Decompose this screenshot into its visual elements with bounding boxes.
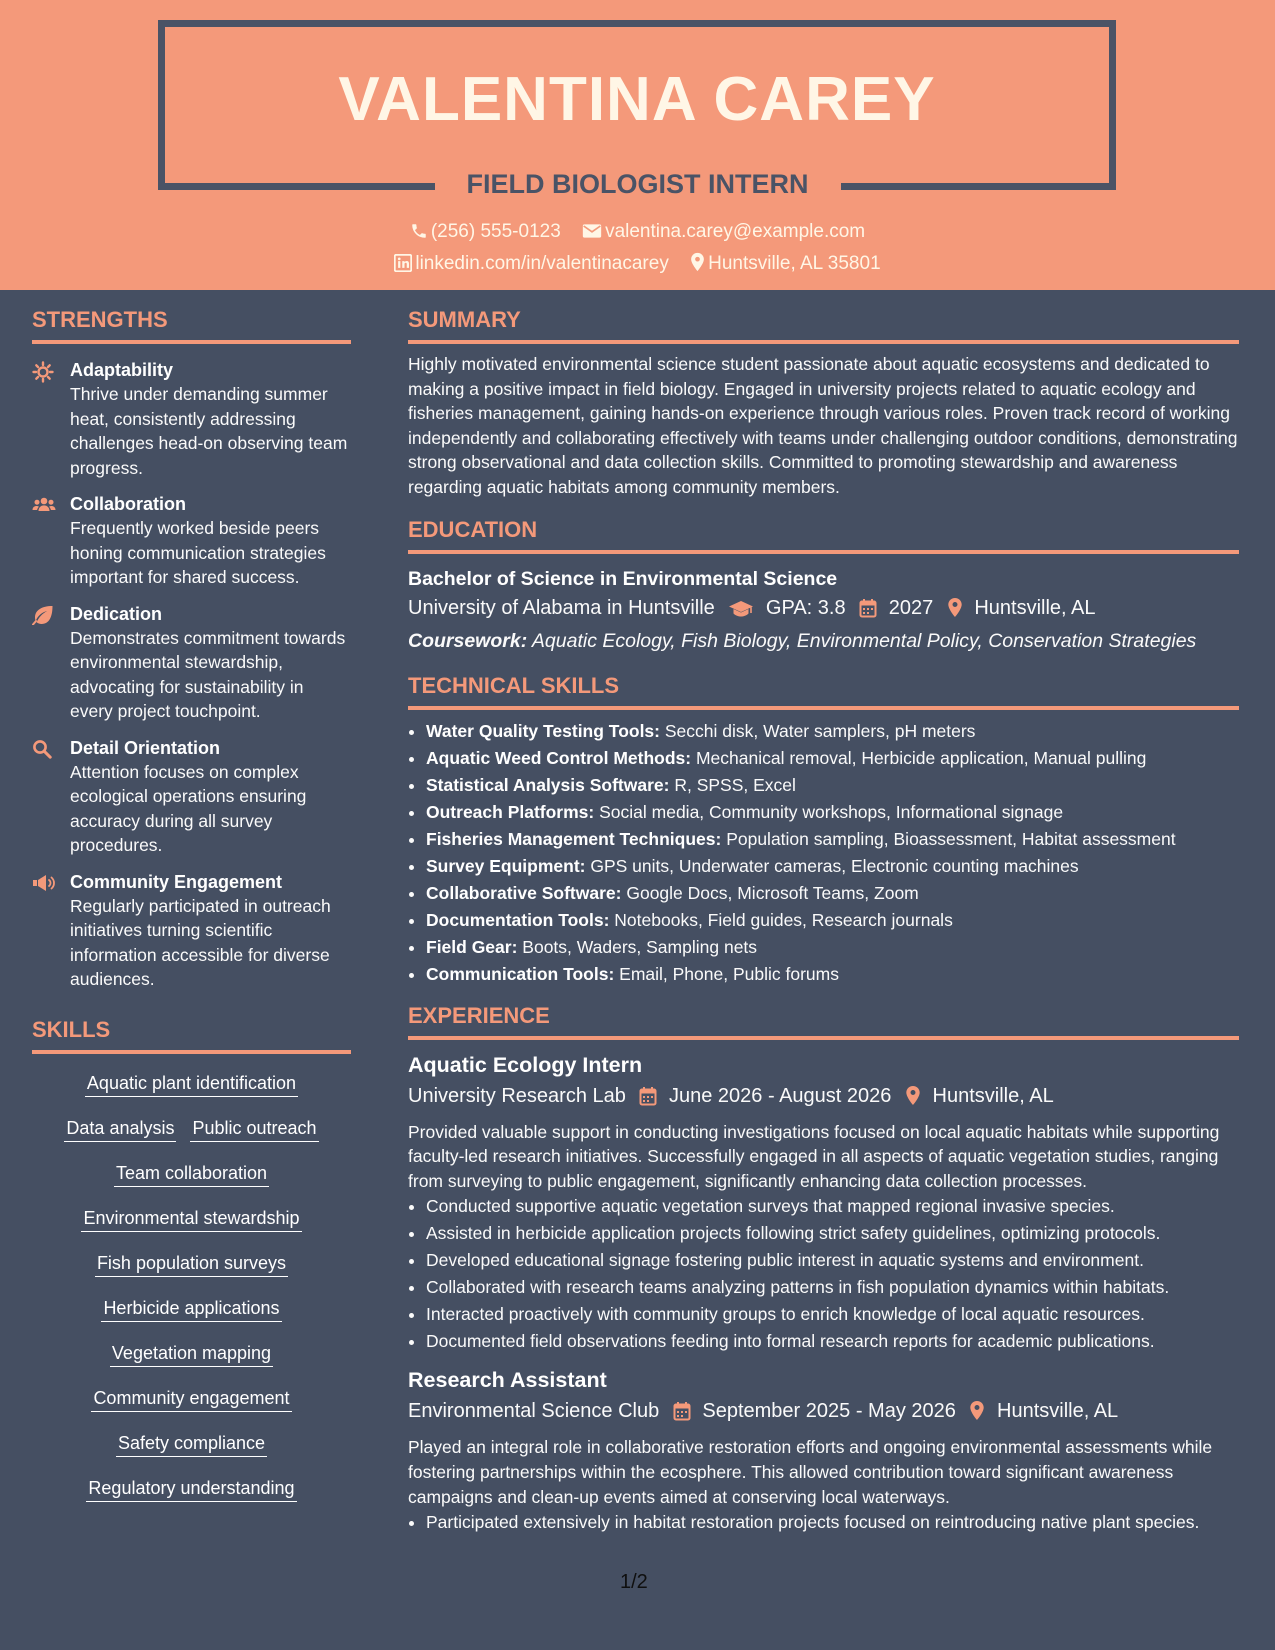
list-item [426,907,1239,934]
skill-pill: Herbicide applications [101,1295,281,1322]
skill-label: Statistical Analysis Software: [426,774,670,795]
list-item [426,826,1239,853]
degree-title: Bachelor of Science in Environmental Science [408,567,838,590]
organization: University Research Lab [408,1084,626,1107]
map-pin-icon [690,252,705,280]
role-description: Played an integral role in collaborative restoration efforts and ongoing environmental assessments while fostering partnerships within the ecosphere. This allowed contribution toward significant awareness campaigns and clean-up events aimed at conserving local waterways. [408,1437,1213,1507]
school-name: University of Alabama in Huntsville [408,596,715,619]
skill-pill: Community engagement [91,1385,291,1412]
sun-gear-icon [32,361,54,381]
education-rule [408,550,1239,554]
users-icon [32,495,54,515]
technical-skills-rule [408,706,1239,710]
coursework-list: Aquatic Ecology, Fish Biology, Environmental Policy, Conservation Strategies [531,629,1197,652]
role-bullets [408,1509,1239,1536]
gpa-text: GPA: 3.8 [765,596,846,619]
graduation-year: 2027 [888,596,934,619]
job-title: FIELD BIOLOGIST INTERN [466,169,809,199]
phone-contact[interactable] [410,221,566,242]
list-item: • Documented field observations feeding into formal research reports for academic publications. [426,1328,1239,1355]
strength-desc: Thrive under demanding summer heat, consistently addressing challenges head-on observing team progress. [70,384,348,478]
role-meta [408,1397,1239,1429]
strength-item [32,492,351,590]
strength-item [32,358,351,480]
skill-pill: Safety compliance [116,1430,267,1457]
right-column [408,304,1239,1536]
calendar-icon [859,598,877,626]
list-item: • Assisted in herbicide application projects following strict safety guidelines, optimizing protocols. [426,1220,1239,1247]
phone-icon [410,222,428,248]
skill-value: Mechanical removal, Herbicide application, Manual pulling [695,747,1147,768]
location-contact [690,253,881,274]
strength-desc: Frequently worked beside peers honing communication strategies important for shared success. [70,518,326,587]
header-band [0,0,1275,290]
envelope-icon [582,222,602,248]
skill-value: Population sampling, Bioassessment, Habitat assessment [726,828,1176,849]
strength-item [32,870,351,992]
technical-skills-heading: TECHNICAL SKILLS [408,672,620,698]
skill-value: Social media, Community workshops, Informational signage [599,801,1064,822]
skill-label: Water Quality Testing Tools: [426,720,660,741]
list-item [426,853,1239,880]
email-text: valentina.carey@example.com [605,221,866,242]
list-item [426,718,1239,745]
list-item [426,880,1239,907]
leaf-icon [32,605,54,625]
skill-pill: Public outreach [190,1115,318,1142]
skill-label: Aquatic Weed Control Methods: [426,747,692,768]
strength-desc: Attention focuses on complex ecological operations ensuring accuracy during all survey procedures. [70,761,307,855]
skill-pill: Regulatory understanding [86,1475,296,1502]
experience-rule [408,1036,1239,1040]
skill-label: Field Gear: [426,936,518,957]
list-item [426,799,1239,826]
role-location: Huntsville, AL [932,1084,1054,1107]
coursework [408,626,1239,656]
experience-heading: EXPERIENCE [408,1002,550,1028]
skill-value: Secchi disk, Water samplers, pH meters [664,720,976,741]
calendar-icon [673,1401,691,1429]
role-title: Aquatic Ecology Intern [408,1052,643,1077]
skill-label: Fisheries Management Techniques: [426,828,722,849]
skill-label: Survey Equipment: [426,855,586,876]
education-heading: EDUCATION [408,516,538,542]
strengths-heading: STRENGTHS [32,307,168,332]
skill-label: Outreach Platforms: [426,801,595,822]
list-item [426,745,1239,772]
location-text: Huntsville, AL 35801 [708,253,881,274]
list-item: • Conducted supportive aquatic vegetation surveys that mapped regional invasive species. [426,1193,1239,1220]
skill-label: Documentation Tools: [426,909,610,930]
phone-text: (256) 555-0123 [430,221,561,242]
strength-desc: Regularly participated in outreach initiatives turning scientific information accessible for diverse audiences. [70,895,331,989]
linkedin-contact[interactable] [394,253,674,274]
skill-pill: Environmental stewardship [81,1205,301,1232]
map-pin-icon [905,1085,921,1114]
map-pin-icon [969,1400,985,1429]
list-item [426,934,1239,961]
skill-pill: Data analysis [64,1115,176,1142]
strength-title: Collaboration [70,494,186,514]
experience-entry [408,1050,1239,1356]
role-meta [408,1082,1239,1114]
summary-rule [408,340,1239,344]
skill-value: R, SPSS, Excel [674,774,796,795]
role-location: Huntsville, AL [997,1400,1119,1423]
megaphone-icon [32,873,54,893]
linkedin-icon [394,254,412,280]
skills-rule [32,1050,351,1054]
list-item: • Collaborated with research teams analyzing patterns in fish population dynamics within habitats. [426,1274,1239,1301]
skill-value: Google Docs, Microsoft Teams, Zoom [626,882,919,903]
strength-title: Community Engagement [70,871,283,892]
contact-row-2 [0,251,1275,280]
summary-heading: SUMMARY [408,307,521,332]
skill-pill: Vegetation mapping [110,1340,273,1367]
skill-pill: Aquatic plant identification [85,1070,298,1097]
magnifier-icon [32,739,54,759]
list-item: • Participated extensively in habitat restoration projects focused on reintroducing native plant species. [426,1509,1239,1536]
strength-title: Dedication [70,603,163,624]
strength-desc: Demonstrates commitment towards environmental stewardship, advocating for sustainability in every project touchpoint. [70,627,346,721]
summary-text: Highly motivated environmental science student passionate about aquatic ecosystems and dedicated to making a positive impact in field biology. Engaged in university projects related to aquatic ecology and fisheries management, gaining hands-on experience through various roles. Proven track record of working independently and collaborating effectively with teams under challenging outdoor conditions, demonstrating strong observational and data collection skills. Committed to promoting stewardship and awareness regarding aquatic habitats among community members. [408,354,1238,497]
email-contact[interactable] [582,221,865,242]
strength-item [32,602,351,724]
education-location: Huntsville, AL [974,596,1096,619]
page-number: 1/2 [620,1571,648,1593]
technical-skills-list [408,718,1239,988]
list-item [426,961,1239,988]
role-description: Provided valuable support in conducting investigations focused on local aquatic habitats while supporting faculty-led research initiatives. Successfully engaged in all aspects of aquatic vegetation studies, ranging from surveying to public engagement, significantly enhancing data collection processes. [408,1121,1220,1191]
list-item: • Interacted proactively with community groups to enrich knowledge of local aquatic resources. [426,1301,1239,1328]
skill-label: Collaborative Software: [426,882,622,903]
list-item: • Developed educational signage fostering public interest in aquatic systems and environment. [426,1247,1239,1274]
skills-list [32,1064,351,1514]
organization: Environmental Science Club [408,1400,660,1423]
strength-title: Adaptability [70,360,174,380]
candidate-name: VALENTINA CAREY [338,65,936,134]
left-column [32,304,351,1514]
skill-value: Email, Phone, Public forums [619,963,839,984]
strength-title: Detail Orientation [70,737,221,758]
date-range: September 2025 - May 2026 [702,1400,956,1423]
map-pin-icon [947,597,963,626]
contact-row-1 [0,219,1275,248]
skill-pill: Fish population surveys [95,1250,288,1277]
skill-value: Boots, Waders, Sampling nets [522,936,758,957]
calendar-icon [639,1086,657,1114]
role-title: Research Assistant [408,1368,607,1393]
role-bullets [408,1193,1239,1355]
strengths-rule [32,340,351,344]
date-range: June 2026 - August 2026 [669,1084,892,1107]
education-meta [408,594,1239,626]
coursework-label: Coursework: [408,629,528,652]
skill-value: Notebooks, Field guides, Research journals [614,909,953,930]
graduation-cap-icon [728,598,754,626]
skill-value: GPS units, Underwater cameras, Electronic counting machines [590,855,1079,876]
skill-pill: Team collaboration [114,1160,269,1187]
linkedin-text: linkedin.com/in/valentinacarey [415,253,669,274]
strength-item [32,736,351,858]
skills-heading: SKILLS [32,1016,111,1042]
list-item [426,772,1239,799]
skill-label: Communication Tools: [426,963,615,984]
experience-entry [408,1365,1239,1536]
